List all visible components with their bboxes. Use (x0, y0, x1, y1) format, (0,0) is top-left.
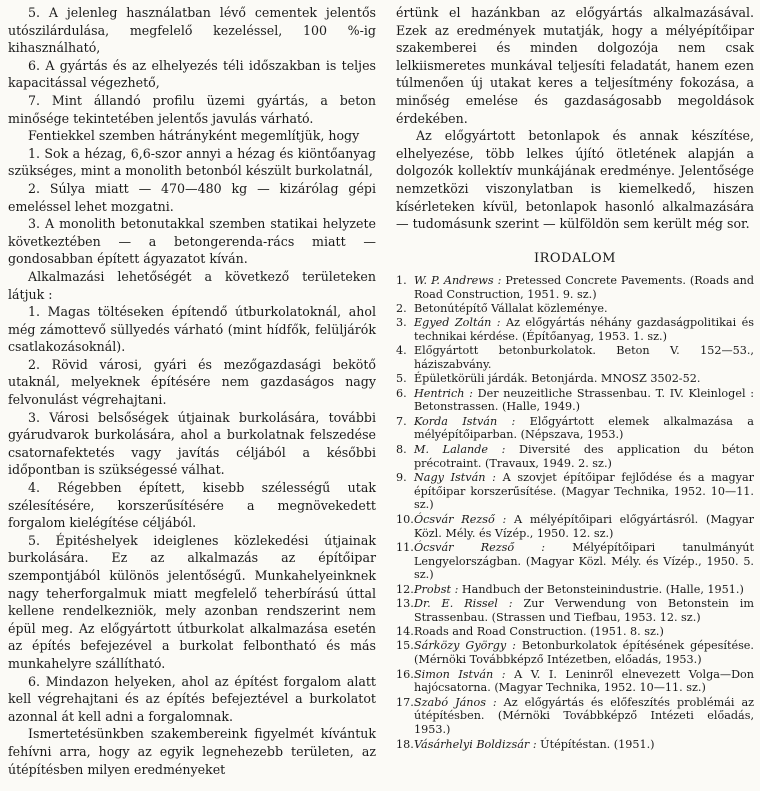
reference-number: 2. (396, 301, 407, 315)
paragraph: 5. A jelenleg használatban lévő cementek jelentős utószilárdulása, megfelelő kezeléssel, 100 %-ig kihasználható, (8, 5, 376, 56)
reference-text: A szovjet építőipar fejlődése és a magyar építőipar korszerűsítése. (Magyar Technika, 1952. 10—11. sz.) (414, 470, 754, 512)
reference-item (396, 583, 754, 597)
reference-number: 3. (396, 316, 407, 330)
paragraph: Fentiekkel szemben hátrányként megemlítjük, hogy (28, 128, 360, 144)
paragraph: 3. A monolith betonutakkal szemben statikai helyzete következtében — a betongerenda-rács miatt — gondosabban épített ágyazatot kíván. (8, 216, 376, 267)
paragraph: 1. Magas töltéseken építendő útburkolatoknál, ahol még zámottevő süllyedés várható (mint hídfők, felüljárók csatlakozásoknál). (8, 304, 376, 355)
reference-item (396, 387, 754, 415)
reference-item (396, 597, 754, 625)
reference-item (396, 274, 754, 302)
paragraph: 4. Régebben épített, kisebb szélességű utak szélesítésére, korszerűsítésére a megnövekedett forgalom kielégítése céljából. (8, 480, 376, 531)
reference-text: A mélyépítőipari előgyártásról. (Magyar Közl. Mély. és Vízép., 1950. 12. sz.) (414, 512, 754, 540)
reference-item (396, 625, 754, 639)
reference-number: 7. (396, 414, 407, 428)
paragraph: értünk el hazánkban az előgyártás alkalmazásával. Ezek az eredmények mutatják, hogy a mélyépítőipar szakemberei és minden dolgozója nem csak lelkiismeretes munkával teljesíti feladatát, hanem ezen túlmenően új utakat keres a teljesítmény fokozása, a minőség emelése és gazdaságosabb megoldások érdekében. (396, 5, 754, 126)
reference-text: Útépítéstan. (1951.) (540, 737, 655, 751)
paragraph: 2. Súlya miatt — 470—480 kg — kizárólag gépi emeléssel lehet mozgatni. (8, 180, 376, 214)
reference-item (396, 639, 754, 667)
right-column (396, 4, 754, 752)
reference-number: 15. (396, 639, 414, 653)
reference-text: A V. I. Leninről elnevezett Volga—Don hajócsatorna. (Magyar Technika, 1952. 10—11. sz.) (414, 667, 754, 695)
paragraph: 7. Mint állandó profilu üzemi gyártás, a beton minősége tekintetében jelentős javulás várható. (8, 92, 376, 126)
reference-number: 6. (396, 386, 407, 400)
reference-item (396, 443, 754, 471)
reference-number: 4. (396, 344, 407, 358)
reference-number: 9. (396, 470, 407, 484)
reference-text: Zur Verwendung von Betonstein im Strassenbau. (Strassen und Tiefbau, 1953. 12. sz.) (414, 597, 754, 624)
reference-author: Probst : (414, 582, 459, 596)
reference-author: Ócsvár Rezső : (414, 540, 546, 554)
reference-item (396, 302, 754, 316)
reference-author: Korda István : (414, 414, 516, 428)
reference-author: Vásárhelyi Boldizsár : (414, 737, 537, 751)
paragraph: Ismertetésünkben szakembereink figyelmét kívántuk fehívni arra, hogy az egyik legnehezebb területen, az útépítésben milyen eredményeket (8, 726, 376, 777)
paragraph: Alkalmazási lehetőségét a következő területeken látjuk : (8, 268, 376, 302)
reference-item (396, 415, 754, 443)
reference-number: 1. (396, 273, 407, 287)
reference-item (396, 316, 754, 344)
reference-number: 14. (396, 625, 414, 639)
reference-item (396, 541, 754, 582)
paragraph: 1. Sok a hézag, 6,6-szor annyi a hézag és kiöntőanyag szükséges, mint a monolith betonból készült burkolatnál, (8, 145, 376, 179)
reference-number: 11. (396, 540, 414, 554)
reference-item (396, 668, 754, 696)
reference-text: Betonburkolatok építésének gépesítése. (Mérnöki Továbbképző Intézetben, előadás, 1953.) (414, 639, 754, 667)
reference-author: Dr. E. Rissel : (414, 597, 513, 611)
reference-author: Simon István : (414, 667, 506, 681)
paragraph: 6. Mindazon helyeken, ahol az építést forgalom alatt kell végrehajtani és az építés befejeztével a burkolatot azonnal át kell adni a forgalomnak. (8, 673, 376, 724)
reference-number: 18. (396, 737, 414, 751)
reference-author: Hentrich : (414, 386, 473, 400)
reference-number: 17. (396, 695, 414, 709)
reference-number: 12. (396, 582, 414, 596)
reference-text: Épületkörüli járdák. Betonjárda. MNOSZ 3502-52. (414, 372, 701, 386)
reference-text: Előgyártott betonburkolatok. Beton V. 152—53., háziszabvány. (414, 344, 754, 371)
reference-author: Egyed Zoltán : (414, 316, 501, 330)
references-heading: IRODALOM (534, 250, 616, 266)
reference-item (396, 513, 754, 541)
reference-item (396, 696, 754, 737)
paragraph: Az előgyártott betonlapok és annak készítése, elhelyezése, több lelkes újító ötletének alapján a dolgozók kollektív munkájának eredménye. Jelentősége nemzetközi viszonylatban is kiemelkedő, hiszen kísérleteken kívül, betonlapok hasonló alkalmazására — tudomásunk szerint — külföldön sem került még sor. (396, 128, 754, 232)
reference-text: Mélyépítőipari tanulmányút Lengyelországban. (Magyar Közl. Mély. és Vízép., 1950. 5. sz.) (414, 540, 754, 582)
reference-author: Sárközy György : (414, 639, 516, 653)
reference-item (396, 738, 754, 752)
reference-number: 10. (396, 512, 414, 526)
paragraph: 5. Épitéshelyek ideiglenes közlekedési útjainak burkolására. Ez az alkalmazás az építőipar szempontjából különös jelentőségű. Munkahelyeinknek nagy teherforgalmuk miatt megfelelő teherbírású úttal kellene rendelkezniök, mely azonban rendszerint nem épül meg. Az előgyártott útburkolat alkalmazása esetén az építés befejezével a burkolat felbontható és más munkahelyre szállítható. (8, 532, 376, 671)
reference-text: Az előgyártás néhány gazdaságpolitikai és technikai kérdése. (Építőanyag, 1953. 1. sz.) (414, 316, 754, 343)
paragraph: 3. Városi belsőségek útjainak burkolására, további gyárudvarok burkolására, ahol a burkolatnak felszedése csatornafektetés vagy javítás céljából a későbbi időpontban is szükségessé válhat. (8, 409, 376, 478)
left-column (8, 4, 376, 778)
reference-text: Betonútépítő Vállalat közleménye. (414, 301, 608, 315)
paragraph: 2. Rövid városi, gyári és mezőgazdasági bekötő utaknál, melyeknek építésére nem gazdaságos nagy felvonulást végrehajtani. (8, 356, 376, 408)
reference-text: Pretessed Concrete Pavements. (Roads and Road Construction, 1951. 9. sz.) (414, 273, 754, 301)
reference-author: Szabó János : (414, 695, 497, 709)
reference-number: 13. (396, 597, 414, 611)
reference-author: Nagy István : (414, 470, 496, 484)
reference-number: 16. (396, 667, 414, 681)
reference-item (396, 471, 754, 512)
reference-item (396, 372, 754, 386)
reference-author: W. P. Andrews : (414, 273, 502, 287)
references-list (396, 274, 754, 752)
reference-number: 5. (396, 372, 407, 386)
reference-number: 8. (396, 442, 407, 456)
reference-author: Ócsvár Rezső : (414, 512, 507, 526)
reference-text: Der neuzeitliche Strassenbau. T. IV. Kleinlogel : Betonstrassen. (Halle, 1949.) (414, 386, 754, 414)
reference-author: M. Lalande : (414, 442, 506, 456)
paragraph: 6. A gyártás és az elhelyezés téli időszakban is teljes kapacitással végezhető, (8, 57, 376, 91)
reference-text: Roads and Road Construction. (1951. 8. sz.) (414, 625, 664, 639)
reference-text: Handbuch der Betonsteinindustrie. (Halle, 1951.) (461, 582, 744, 596)
reference-text: Diversité des application du béton précotraint. (Travaux, 1949. 2. sz.) (414, 442, 754, 470)
reference-text: Előgyártott elemek alkalmazása a mélyépítőiparban. (Népszava, 1953.) (414, 414, 754, 442)
reference-text: Az előgyártás és előfeszítés problémái az útépítésben. (Mérnöki Továbbképző Intézeti előadás, 1953.) (414, 695, 755, 737)
reference-item (396, 344, 754, 372)
